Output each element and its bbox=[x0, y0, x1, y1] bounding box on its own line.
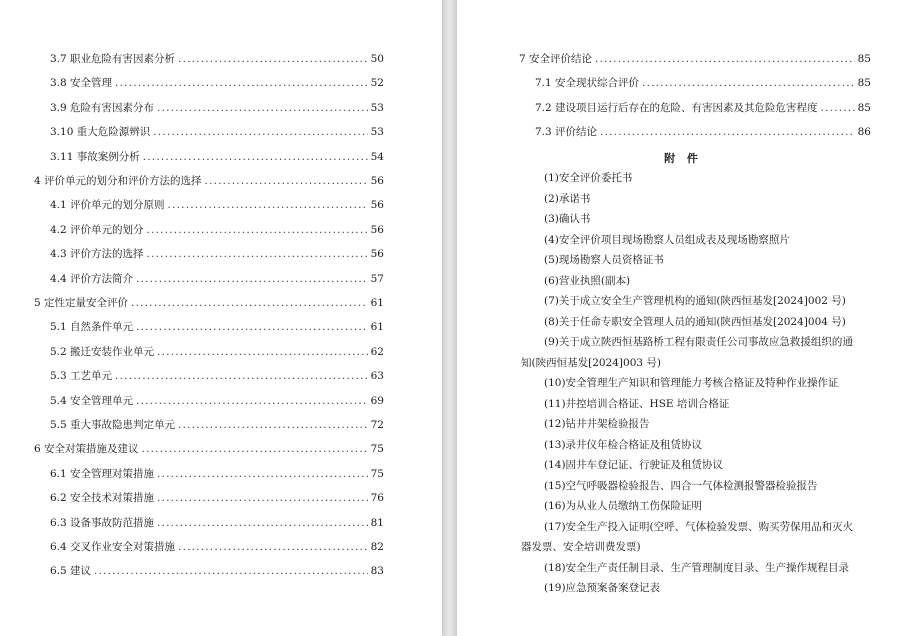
attachment-item: (15)空气呼吸器检验报告、四合一气体检测报警器检验报告 bbox=[544, 479, 818, 492]
toc-dot-leader bbox=[143, 150, 368, 164]
toc-entry[interactable] bbox=[535, 76, 871, 90]
toc-entry-label: 4 评价单元的划分和评价方法的选择 bbox=[34, 175, 202, 187]
toc-entry-label: 5.4 安全管理单元 bbox=[50, 394, 134, 407]
toc-dot-leader bbox=[600, 125, 855, 139]
attachment-item: (9)关于成立陕西恒基路桥工程有限责任公司事故应急救援组织的通 bbox=[544, 336, 853, 348]
toc-dot-leader bbox=[642, 76, 855, 90]
toc-entry-page: 85 bbox=[857, 101, 871, 114]
toc-dot-leader bbox=[94, 564, 368, 578]
toc-entry-page: 85 bbox=[857, 53, 871, 65]
toc-entry-label: 5.3 工艺单元 bbox=[50, 370, 113, 383]
attachment-item: (8)关于任命专职安全管理人员的通知(陕西恒基发[2024]004 号) bbox=[544, 315, 846, 328]
toc-dot-leader bbox=[147, 247, 368, 261]
toc-entry[interactable] bbox=[50, 345, 384, 359]
toc-entry[interactable] bbox=[50, 101, 384, 115]
toc-entry[interactable] bbox=[50, 369, 384, 383]
toc-entry-page: 86 bbox=[857, 126, 871, 139]
toc-entry-page: 76 bbox=[370, 492, 384, 505]
toc-entry-label: 6 安全对策措施及建议 bbox=[34, 443, 139, 456]
toc-entry[interactable] bbox=[50, 198, 384, 212]
toc-dot-leader bbox=[157, 345, 368, 359]
toc-dot-leader bbox=[168, 198, 368, 212]
toc-dot-leader bbox=[136, 320, 368, 334]
toc-entry[interactable] bbox=[50, 467, 384, 481]
toc-entry-label: 3.9 危险有害因素分布 bbox=[50, 101, 155, 114]
toc-dot-leader bbox=[157, 491, 368, 505]
toc-dot-leader bbox=[178, 418, 368, 432]
toc-entry[interactable] bbox=[535, 101, 871, 115]
toc-entry-page: 52 bbox=[370, 77, 384, 90]
toc-entry[interactable] bbox=[50, 52, 384, 66]
toc-entry-label: 4.2 评价单元的划分 bbox=[50, 223, 144, 236]
page-gutter bbox=[442, 0, 457, 636]
toc-entry[interactable] bbox=[50, 223, 384, 237]
attachment-item: (16)为从业人员缴纳工伤保险证明 bbox=[544, 500, 703, 512]
attachment-item: (18)安全生产责任制目录、生产管理制度目录、生产操作规程目录 bbox=[544, 561, 850, 574]
toc-entry-page: 56 bbox=[370, 175, 384, 187]
toc-entry-label: 7 安全评价结论 bbox=[519, 53, 593, 65]
toc-entry[interactable] bbox=[519, 52, 871, 66]
toc-dot-leader bbox=[115, 369, 368, 383]
toc-entry[interactable] bbox=[50, 150, 384, 164]
toc-entry-label: 3.11 事故案例分析 bbox=[50, 150, 140, 163]
toc-entry-label: 5.5 重大事故隐患判定单元 bbox=[50, 419, 176, 431]
attachment-item: 知(陕西恒基发[2024]003 号) bbox=[521, 356, 661, 369]
toc-entry-label: 3.7 职业危险有害因素分析 bbox=[50, 53, 176, 65]
toc-entry[interactable] bbox=[50, 247, 384, 261]
toc-entry[interactable] bbox=[50, 516, 384, 530]
attachment-item: 器发票、安全培训费发票) bbox=[521, 541, 641, 553]
toc-dot-leader bbox=[157, 101, 368, 115]
toc-entry-label: 5 定性定量安全评价 bbox=[34, 297, 129, 309]
toc-dot-leader bbox=[153, 125, 367, 139]
attachment-item: (19)应急预案备案登记表 bbox=[544, 582, 661, 594]
toc-entry-label: 6.4 交叉作业安全对策措施 bbox=[50, 541, 176, 553]
attachment-item: (5)现场勘察人员资格证书 bbox=[544, 254, 664, 266]
toc-entry-page: 53 bbox=[370, 126, 384, 139]
toc-entry-label: 4.1 评价单元的划分原则 bbox=[50, 199, 165, 212]
toc-entry-label: 7.1 安全现状综合评价 bbox=[535, 77, 640, 90]
toc-dot-leader bbox=[595, 52, 855, 66]
toc-entry-label: 6.1 安全管理对策措施 bbox=[50, 467, 155, 480]
toc-entry-label: 6.5 建议 bbox=[50, 565, 92, 578]
attachment-item: (12)钻井井架检验报告 bbox=[544, 418, 650, 430]
toc-entry-page: 75 bbox=[370, 443, 384, 456]
toc-entry-page: 85 bbox=[857, 77, 871, 90]
toc-entry-page: 54 bbox=[370, 150, 384, 163]
toc-dot-leader bbox=[136, 272, 368, 286]
toc-entry[interactable] bbox=[50, 540, 384, 554]
toc-dot-leader bbox=[142, 442, 368, 456]
appendix-title: 附 件 bbox=[664, 152, 702, 165]
attachment-item: (10)安全管理生产知识和管理能力考核合格证及特种作业操作证 bbox=[544, 377, 839, 389]
toc-entry-label: 4.3 评价方法的选择 bbox=[50, 248, 144, 261]
toc-entry-label: 6.2 安全技术对策措施 bbox=[50, 492, 155, 505]
toc-entry-page: 56 bbox=[370, 248, 384, 261]
attachment-item: (11)井控培训合格证、HSE 培训合格证 bbox=[544, 397, 730, 410]
toc-entry-page: 62 bbox=[370, 345, 384, 358]
toc-entry-page: 56 bbox=[370, 199, 384, 212]
toc-entry-label: 6.3 设备事故防范措施 bbox=[50, 516, 155, 529]
attachment-item: (17)安全生产投入证明(空呼、气体检验发票、购买劳保用品和灭火 bbox=[544, 520, 854, 533]
toc-entry[interactable] bbox=[50, 564, 384, 578]
toc-entry-page: 50 bbox=[370, 53, 384, 65]
toc-dot-leader bbox=[136, 394, 368, 408]
toc-entry[interactable] bbox=[34, 296, 384, 310]
toc-entry-page: 61 bbox=[370, 297, 384, 309]
attachment-item: (1)安全评价委托书 bbox=[544, 172, 633, 184]
toc-entry-label: 4.4 评价方法简介 bbox=[50, 272, 134, 285]
toc-entry[interactable] bbox=[50, 125, 384, 139]
attachment-item: (6)营业执照(副本) bbox=[544, 274, 631, 287]
toc-dot-leader bbox=[821, 101, 855, 115]
attachment-item: (4)安全评价项目现场勘察人员组成表及现场勘察照片 bbox=[544, 233, 790, 246]
toc-entry-page: 81 bbox=[370, 516, 384, 529]
toc-entry[interactable] bbox=[50, 272, 384, 286]
toc-dot-leader bbox=[205, 174, 368, 188]
toc-entry[interactable] bbox=[50, 76, 384, 90]
toc-entry-page: 83 bbox=[370, 565, 384, 578]
toc-dot-leader bbox=[115, 76, 368, 90]
toc-entry[interactable] bbox=[535, 125, 871, 139]
toc-entry-page: 61 bbox=[370, 321, 384, 334]
toc-entry-label: 5.2 搬迁安装作业单元 bbox=[50, 345, 155, 358]
toc-entry[interactable] bbox=[34, 442, 384, 456]
toc-entry-page: 75 bbox=[370, 467, 384, 480]
toc-entry-label: 5.1 自然条件单元 bbox=[50, 321, 134, 334]
toc-entry[interactable] bbox=[34, 174, 384, 188]
toc-entry-page: 56 bbox=[370, 223, 384, 236]
attachment-item: (14)固井车登记证、行驶证及租赁协议 bbox=[544, 459, 724, 471]
toc-entry-page: 57 bbox=[370, 272, 384, 285]
toc-dot-leader bbox=[147, 223, 368, 237]
attachment-item: (3)确认书 bbox=[544, 213, 591, 225]
toc-entry[interactable] bbox=[50, 394, 384, 408]
toc-dot-leader bbox=[157, 467, 368, 481]
attachment-item: (2)承诺书 bbox=[544, 192, 591, 205]
toc-entry-page: 72 bbox=[370, 419, 384, 431]
toc-dot-leader bbox=[157, 516, 368, 530]
toc-entry[interactable] bbox=[50, 320, 384, 334]
toc-dot-leader bbox=[178, 540, 368, 554]
toc-entry-label: 7.3 评价结论 bbox=[535, 126, 598, 139]
toc-entry-page: 82 bbox=[370, 541, 384, 553]
toc-entry-label: 7.2 建设项目运行后存在的危险、有害因素及其危险危害程度 bbox=[535, 101, 818, 114]
toc-entry[interactable] bbox=[50, 491, 384, 505]
attachment-item: (13)录井仪年检合格证及租赁协议 bbox=[544, 438, 703, 451]
toc-entry-page: 69 bbox=[370, 394, 384, 407]
toc-entry-label: 3.8 安全管理 bbox=[50, 77, 113, 90]
toc-dot-leader bbox=[178, 52, 368, 66]
toc-entry-page: 53 bbox=[370, 101, 384, 114]
toc-entry-label: 3.10 重大危险源辨识 bbox=[50, 126, 151, 139]
toc-entry-page: 63 bbox=[370, 370, 384, 383]
toc-dot-leader bbox=[131, 296, 368, 310]
toc-entry[interactable] bbox=[50, 418, 384, 432]
attachment-item: (7)关于成立安全生产管理机构的通知(陕西恒基发[2024]002 号) bbox=[544, 295, 846, 307]
